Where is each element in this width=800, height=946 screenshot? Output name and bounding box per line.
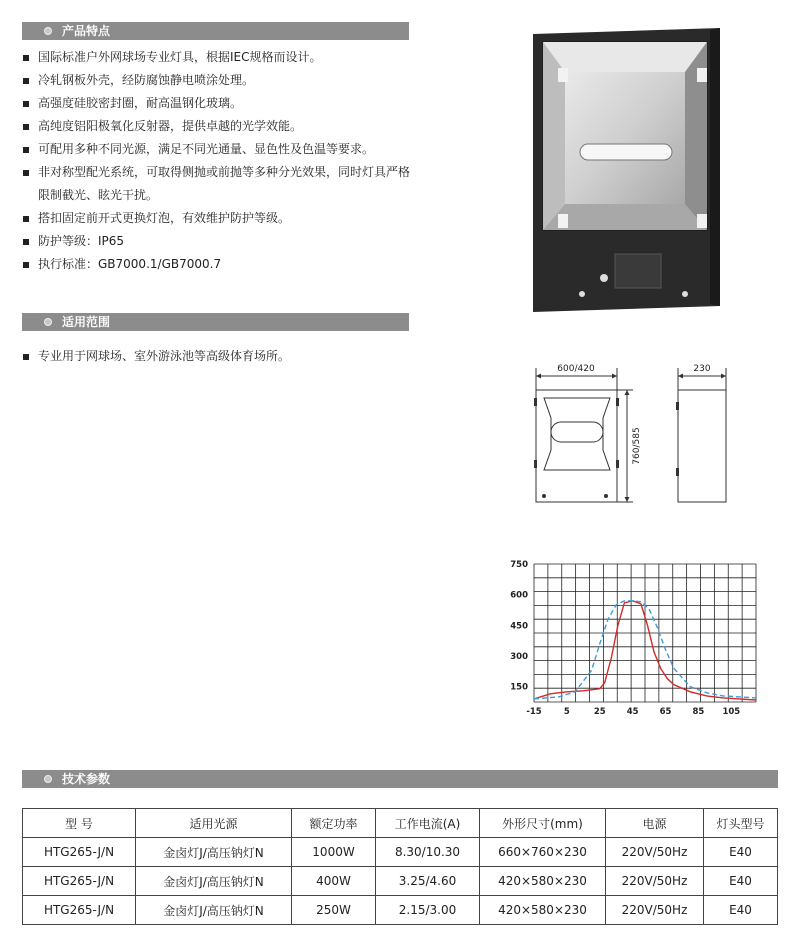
table-row	[23, 867, 778, 896]
table-header-cell: 工作电流(A)	[376, 809, 480, 838]
depth-dimension-label: 230	[693, 364, 711, 374]
section-dot-icon	[44, 775, 52, 783]
dimension-drawing	[525, 360, 775, 510]
table-cell: 420×580×230	[480, 867, 606, 896]
section-title: 适用范围	[62, 315, 111, 329]
table-header-row	[23, 809, 778, 838]
list-item: 高纯度铝阳极氧化反射器，提供卓越的光学效能。	[22, 115, 414, 138]
table-header-cell: 灯头型号	[704, 809, 778, 838]
light-distribution-chart	[500, 550, 770, 722]
table-cell: 220V/50Hz	[606, 896, 704, 925]
list-item: 可配用多种不同光源，满足不同光通量、显色性及色温等要求。	[22, 138, 414, 161]
table-cell: 1000W	[292, 838, 376, 867]
table-header-cell: 适用光源	[136, 809, 292, 838]
table-cell: 220V/50Hz	[606, 838, 704, 867]
table-cell: 金卤灯J/高压钠灯N	[136, 867, 292, 896]
list-item: 国际标准户外网球场专业灯具，根据IEC规格而设计。	[22, 46, 414, 69]
table-header-cell: 额定功率	[292, 809, 376, 838]
table-cell: 金卤灯J/高压钠灯N	[136, 838, 292, 867]
x-tick-label: 25	[593, 707, 606, 717]
x-tick-label: 5	[563, 707, 570, 717]
feature-list	[22, 46, 414, 276]
table-cell: 金卤灯J/高压钠灯N	[136, 896, 292, 925]
list-item: 高强度硅胶密封圈，耐高温钢化玻璃。	[22, 92, 414, 115]
table-cell: 8.30/10.30	[376, 838, 480, 867]
spec-table	[22, 808, 778, 925]
table-row	[23, 838, 778, 867]
y-tick-label: 750	[510, 560, 528, 570]
list-item: 搭扣固定前开式更换灯泡，有效维护防护等级。	[22, 207, 414, 230]
x-tick-label: 85	[692, 707, 705, 717]
table-cell: E40	[704, 896, 778, 925]
list-item: 冷轧钢板外壳，经防腐蚀静电喷涂处理。	[22, 69, 414, 92]
section-bar-specs	[22, 770, 778, 788]
section-dot-icon	[44, 27, 52, 35]
table-cell: 400W	[292, 867, 376, 896]
section-bar-scope	[22, 313, 409, 331]
table-cell: 250W	[292, 896, 376, 925]
table-header-cell: 电源	[606, 809, 704, 838]
table-header-cell: 型 号	[23, 809, 136, 838]
y-tick-label: 450	[510, 621, 528, 632]
section-bar-features	[22, 22, 409, 40]
list-item: 专业用于网球场、室外游泳池等高级体育场所。	[22, 345, 414, 368]
table-cell: HTG265-J/N	[23, 838, 136, 867]
list-item: 非对称型配光系统，可取得侧抛或前抛等多种分光效果，同时灯具严格限制截光、眩光干扰。	[22, 161, 414, 207]
y-tick-label: 300	[510, 652, 528, 662]
section-dot-icon	[44, 318, 52, 326]
x-tick-label: 65	[659, 707, 672, 717]
width-dimension-label: 600/420	[557, 364, 595, 374]
table-cell: 420×580×230	[480, 896, 606, 925]
scope-list	[22, 345, 414, 368]
table-header-cell: 外形尺寸(mm)	[480, 809, 606, 838]
y-tick-label: 150	[510, 682, 528, 693]
x-tick-label: -15	[526, 707, 542, 717]
x-tick-label: 105	[722, 707, 741, 717]
table-row	[23, 896, 778, 925]
section-title: 技术参数	[62, 772, 111, 786]
table-cell: E40	[704, 867, 778, 896]
x-tick-label: 45	[626, 707, 639, 717]
product-photo	[525, 26, 725, 314]
list-item: 执行标准：GB7000.1/GB7000.7	[22, 253, 414, 276]
table-cell: HTG265-J/N	[23, 867, 136, 896]
table-cell: 3.25/4.60	[376, 867, 480, 896]
height-dimension-label: 760/585	[632, 427, 642, 465]
list-item: 防护等级：IP65	[22, 230, 414, 253]
table-cell: 2.15/3.00	[376, 896, 480, 925]
section-title: 产品特点	[62, 24, 111, 38]
table-cell: 660×760×230	[480, 838, 606, 867]
y-tick-label: 600	[510, 590, 528, 601]
table-cell: HTG265-J/N	[23, 896, 136, 925]
table-cell: 220V/50Hz	[606, 867, 704, 896]
table-cell: E40	[704, 838, 778, 867]
